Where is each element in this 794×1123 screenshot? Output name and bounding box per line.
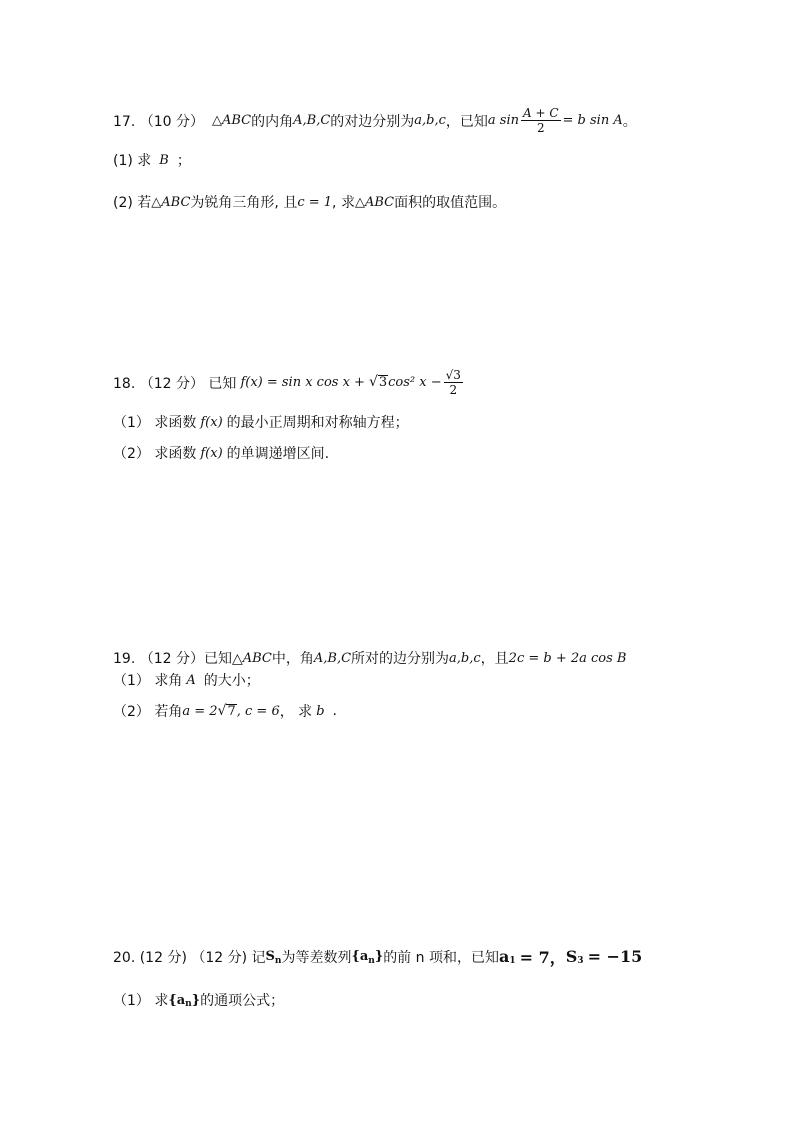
q18-fraction xyxy=(444,368,463,397)
q18-frac-den: 2 xyxy=(449,383,458,397)
q20-number: 20. (12 分) （12 分) 记 xyxy=(113,949,266,966)
q18-sqrt xyxy=(369,375,388,390)
q17-part2-text-3: 面积的取值范围。 xyxy=(394,195,507,211)
q19-sqrt xyxy=(218,704,237,719)
q20-s3-sub: 3 xyxy=(577,955,584,966)
q17-eq-right: = b sin A xyxy=(562,113,623,128)
q17-part1-var: B xyxy=(159,152,169,168)
q17-sides: a,b,c xyxy=(414,113,446,128)
q19-sqrt-radicand: 7 xyxy=(227,703,236,719)
q17-part2-text-2: , 求 xyxy=(332,195,355,211)
q19-part2-var: b xyxy=(316,703,325,719)
q18-cos2: cos² x − xyxy=(388,375,442,390)
q17-fraction xyxy=(521,106,561,135)
q18-part2-label: （2） 求函数 xyxy=(113,446,197,462)
q17-part2-text-1: 为锐角三角形, 且 xyxy=(190,195,298,211)
q19-number: 19. （12 分）已知△ xyxy=(113,651,243,667)
q18-part2-end: 的单调递增区间. xyxy=(226,446,330,462)
q17-eq-left: a sin xyxy=(487,113,519,128)
q18-part2-fx: f(x) xyxy=(200,445,223,461)
q18-frac-num: √3 xyxy=(445,368,461,382)
q17-text-3: ，已知 xyxy=(445,113,488,130)
q19-text-1: 中，角 xyxy=(271,651,314,667)
q20-part1-seq-close: } xyxy=(191,992,201,1008)
q19-part2-a: a = 2 xyxy=(182,703,218,719)
q19-angles: A,B,C xyxy=(313,650,352,666)
q20-a: a xyxy=(498,947,510,966)
q17-stem xyxy=(113,106,637,135)
q17-frac-num: A + C xyxy=(523,106,559,120)
q19-part1 xyxy=(113,670,260,690)
q18-stem xyxy=(113,368,465,397)
q17-part2-label: (2) 若 xyxy=(113,195,152,211)
q20-stem xyxy=(113,945,642,968)
sqrt-icon: √ xyxy=(368,374,378,390)
q17-part2-tri: △ABC xyxy=(151,194,191,210)
q20-text-1: 为等差数列 xyxy=(281,949,352,966)
q20-seq-sub: n xyxy=(368,955,375,966)
q17-text-1: 的内角 xyxy=(251,113,294,130)
q20-s3-val: = −15 xyxy=(587,947,643,966)
q17-text-4: 。 xyxy=(622,113,637,130)
triangle-abc: △ABC xyxy=(211,113,252,128)
q19-part1-label: （1） 求角 xyxy=(113,673,183,689)
q17-part2-cond: c = 1 xyxy=(297,194,333,210)
q18-expr: f(x) = sin x cos x + xyxy=(240,375,365,390)
q20-s: S xyxy=(265,949,275,964)
q20-part1-label: （1） 求 xyxy=(113,993,169,1009)
q18-number: 18. （12 分） 已知 xyxy=(113,375,237,392)
q19-text-3: ，且 xyxy=(480,651,509,667)
q20-seq-close: } xyxy=(374,949,384,964)
q20-a-val: = 7， xyxy=(519,948,566,967)
q19-part2 xyxy=(113,701,337,721)
q17-text-2: 的对边分别为 xyxy=(330,113,415,130)
q19-part2-text: ， 求 xyxy=(279,704,313,720)
q17-part1 xyxy=(113,150,191,170)
q19-part2-c: , c = 6 xyxy=(236,703,280,719)
q20-part1-seq-open: {a xyxy=(168,992,186,1008)
q20-part1-seq-sub: n xyxy=(185,999,192,1009)
q18-part1 xyxy=(113,412,409,432)
q19-part1-var: A xyxy=(186,672,196,688)
sqrt-icon: √ xyxy=(217,702,227,719)
q19-part1-end: 的大小； xyxy=(203,673,260,689)
q18-part1-fx: f(x) xyxy=(200,414,223,430)
q19-stem xyxy=(113,648,626,668)
q18-part2 xyxy=(113,443,329,463)
q20-seq-open: {a xyxy=(351,949,369,964)
q18-sqrt-radicand: 3 xyxy=(378,375,388,390)
q17-part2 xyxy=(113,192,506,212)
q20-s-sub: n xyxy=(274,955,282,966)
q20-s3: S xyxy=(565,947,578,966)
q20-part1 xyxy=(113,990,284,1010)
q19-text-2: 所对的边分别为 xyxy=(351,651,450,667)
q18-part1-end: 的最小正周期和对称轴方程； xyxy=(226,415,409,431)
q20-part1-end: 的通项公式； xyxy=(200,993,285,1009)
q17-part1-label: (1) 求 xyxy=(113,153,152,169)
q17-angles: A,B,C xyxy=(293,113,331,128)
q20-a-sub: 1 xyxy=(509,955,516,966)
q19-part2-end: . xyxy=(332,703,337,719)
q17-frac-den: 2 xyxy=(536,121,545,135)
q19-equation: 2c = b + 2a cos B xyxy=(508,650,627,666)
q19-sides: a,b,c xyxy=(449,650,481,666)
q17-number: 17. （10 分） xyxy=(113,113,204,130)
q19-part2-label: （2） 若角 xyxy=(113,704,183,720)
q19-tri: ABC xyxy=(242,650,272,666)
q18-part1-label: （1） 求函数 xyxy=(113,415,197,431)
q17-part2-tri2: △ABC xyxy=(354,194,395,210)
q20-text-2: 的前 n 项和，已知 xyxy=(383,949,499,966)
q17-part1-end: ； xyxy=(176,153,191,169)
